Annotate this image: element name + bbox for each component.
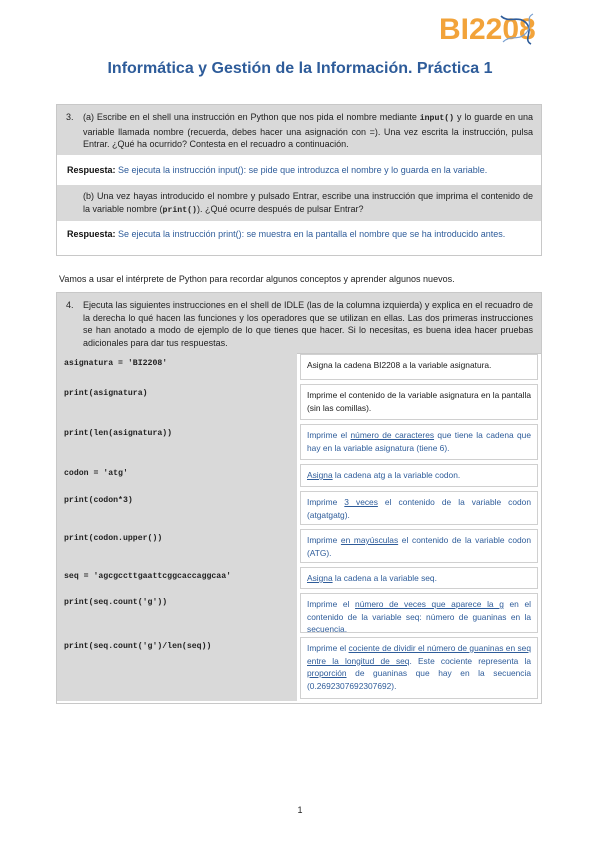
code-cell: seq = 'agcgccttgaattcggcaccaggcaa' [64,572,232,581]
answer-text: Se ejecuta la instrucción input(): se pide que introduzca el nombre y lo guarda en la variable. [118,165,488,175]
answer-label: Respuesta: [67,165,116,175]
table-row [57,565,541,591]
q3-number: 3. [66,112,74,122]
question-3-box [56,104,542,256]
answer-cell: Imprime el número de veces que aparece la g en el contenido de la variable seq: número de guaninas en la secuencia. [300,593,538,633]
code-cell: print(codon.upper()) [64,534,163,543]
table-row [57,635,541,701]
table-row [57,422,541,462]
answer-text: Se ejecuta la instrucción print(): se muestra en la pantalla el nombre que se ha introducido antes. [118,229,506,239]
answer-cell: Asigna la cadena BI2208 a la variable asignatura. [300,354,538,380]
page-number: 1 [297,805,303,815]
answer-cell: Imprime 3 veces el contenido de la variable codon (atgatgatg). [300,491,538,525]
answer-cell: Imprime el número de caracteres que tiene la cadena que hay en la variable asignatura (tiene 6). [300,424,538,460]
question-4-header [56,292,542,354]
q4-table [56,352,542,704]
intro-paragraph: Vamos a usar el intérprete de Python para recordar algunos conceptos y aprender algunos nuevos. [59,274,455,284]
table-row [57,527,541,565]
table-row [57,352,541,382]
code-cell: print(asignatura) [64,389,148,398]
q3b-text: (b) Una vez hayas introducido el nombre y pulsado Entrar, escribe una instrucción que imprima el contenido de la variable nombre (print()). ¿Qué ocurre después de pulsar Entrar? [83,191,533,215]
q4-number: 4. [66,300,74,310]
q3a-text: (a) Escribe en el shell una instrucción en Python que nos pida el nombre mediante input() y lo guarde en una variable llamada nombre (recuerda, debes hacer una asignación con =). Una vez escrita la instrucción, pulsa Entrar. ¿Qué ha ocurrido? Contesta en el recuadro a continuación. [83,112,533,149]
code-cell: print(seq.count('g')) [64,598,168,607]
table-row [57,489,541,527]
answer-cell: Imprime en mayúsculas el contenido de la variable codon (ATG). [300,529,538,563]
table-row [57,591,541,635]
q3-part-a [57,105,541,155]
answer-cell: Imprime el contenido de la variable asignatura en la pantalla (sin las comillas). [300,384,538,420]
answer-cell: Imprime el cociente de dividir el número de guaninas en seq entre la longitud de seq. Este cociente representa la proporción de guaninas que hay en la secuencia (0.2692307692307692). [300,637,538,699]
answer-cell: Asigna la cadena atg a la variable codon. [300,464,538,487]
q3-part-b [57,185,541,221]
q3a-answer [57,157,541,183]
answer-cell: Asigna la cadena a la variable seq. [300,567,538,589]
table-row [57,382,541,422]
code-cell: print(codon*3) [64,496,133,505]
code-cell: asignatura = 'BI2208' [64,359,168,368]
bi2208-logo [439,10,539,46]
q4-intro: Ejecuta las siguientes instrucciones en el shell de IDLE (las de la columna izquierda) y explica en el recuadro de la derecha lo qué hacen las funciones y los operadores que se utilizan en ellas. Las dos primeras instrucciones se han anotado a modo de ejemplo de lo que tienes que hacer. Si lo necesitas, es buena idea hacer pruebas adicionales para dar tus respuestas. [83,300,533,348]
table-row [57,462,541,489]
code-cell: codon = 'atg' [64,469,128,478]
page-title: Informática y Gestión de la Información. Práctica 1 [107,60,493,77]
code-cell: print(seq.count('g')/len(seq)) [64,642,212,651]
code-cell: print(len(asignatura)) [64,429,173,438]
answer-label: Respuesta: [67,229,116,239]
logo-text: BI2208 [439,13,536,46]
q3b-answer [57,223,541,255]
